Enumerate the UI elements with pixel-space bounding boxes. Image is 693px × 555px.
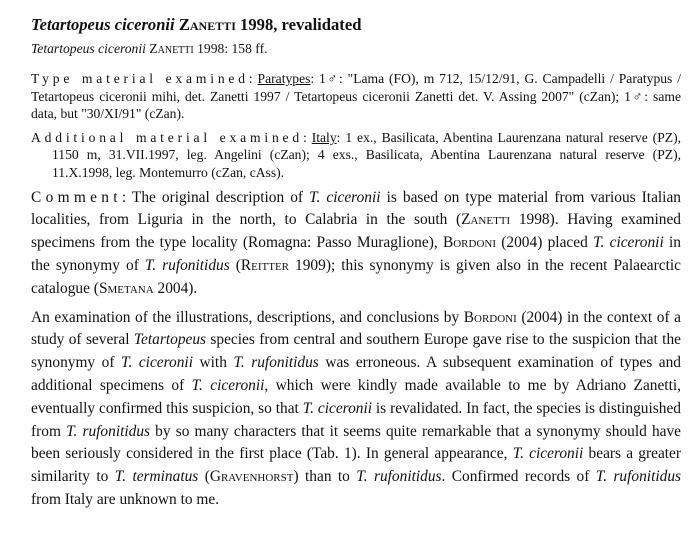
discussion-text: species from central and southern Europe gave rise to the suspicion that the synonymy of [31,331,681,372]
discussion-text: ( [198,468,210,486]
species-name: T. rufonitidus [233,354,319,372]
comment-paragraph [31,187,681,301]
citation-rest: 1998: 158 ff. [193,41,268,56]
discussion-text: from Italy are unknown to me. [31,490,220,508]
discussion-text: (2004) in the context of a study of several [31,308,681,349]
type-material-colon: : [248,71,253,86]
comment-text: (2004) placed [496,234,594,252]
additional-material-text: : 1 ex., Basilicata, Abentina Laurenzana natural reserve (PZ), 1150 m, 31.VII.1997, leg. Angelini (cZan); 4 exs., Basilicata, Abentina Laurenzana natural reserve (PZ), 11.X.1998, leg. Montemurro (cZan, cAss). [52,129,681,180]
additional-material-paragraph [31,129,681,182]
species-name: T. rufonitidus [66,422,151,440]
species-name: T. terminatus [114,468,199,486]
author-name: Gravenhorst [209,468,294,486]
additional-material-label: Additional material examined [31,129,303,145]
comment-text: : The original description of [121,188,310,206]
comment-text: 1998). Having examined specimens from the type locality (Romagna: Passo Muraglione), [31,211,681,252]
type-material-paragraph [31,70,681,123]
comment-text: 2004). [153,279,198,297]
species-name: T. ciceronii [121,354,193,372]
paratypes-heading: Paratypes [257,71,311,86]
type-material-label: Type material examined [31,71,249,86]
discussion-text: bears a greater similarity to [31,445,682,486]
discussion-paragraph [31,307,681,512]
comment-text: is based on type material from various Italian localities, from Liguria in the north, to Calabria in the south ( [31,188,681,229]
title-author: Zanetti [178,15,236,34]
species-name: T. ciceronii [593,234,664,252]
citation-species: Tetartopeus ciceronii [31,41,146,56]
title-rest: 1998, revalidated [235,15,362,34]
italy-heading: Italy [311,129,337,145]
discussion-text: was erroneous. A subsequent examination of types and additional specimens of [31,354,682,394]
comment-text: in the synonymy of [31,234,682,274]
original-citation [31,40,681,58]
discussion-text: is revalidated. In fact, the species is distinguished from [31,399,681,440]
additional-material-colon: : [303,129,307,145]
author-name: Reitter [240,256,290,274]
discussion-text: ) than to [293,468,357,486]
discussion-text: An examination of the illustrations, descriptions, and conclusions by [31,308,464,326]
species-name: T. ciceronii [191,376,265,394]
type-material-text: : 1♂: "Lama (FO), m 712, 15/12/91, G. Campadelli / Paratypus / Tetartopeus ciceronii mihi, det. Zanetti 1997 / Tetartopeus ciceronii Zanetti det. V. Assing 2007" (cZan); 1♂: same data, but "30/XI/91" (cZan). [31,71,681,122]
species-name: T. ciceronii [512,445,584,463]
author-name: Smetana [98,279,154,297]
discussion-text: with [192,354,234,372]
comment-label: Comment [31,188,122,206]
comment-text: 1909); this synonymy is given also in the recent Palaearctic catalogue ( [31,256,681,297]
species-name: T. rufonitidus [356,468,442,486]
species-name: T. ciceronii [302,399,373,417]
genus-name: Tetartopeus [133,331,207,349]
title-species: Tetartopeus ciceronii [31,15,175,34]
discussion-text: . Confirmed records of [441,468,596,486]
author-name: Bordoni [463,308,517,326]
comment-text: ( [229,256,241,274]
species-name: T. rufonitidus [595,468,682,486]
discussion-text: , which were kindly made available to me by Adriano Zanetti, eventually confirmed this suspicion, so that [31,376,681,417]
section-title [31,14,681,36]
author-name: Bordoni [442,234,497,252]
species-name: T. ciceronii [309,188,381,206]
citation-author: Zanetti [149,41,194,56]
discussion-text: by so many characters that it seems quite remarkable that a synonymy should have been seriously considered in the first place (Tab. 1). In general appearance, [31,422,682,463]
author-name: Zanetti [461,211,511,229]
species-name: T. rufonitidus [144,256,230,274]
